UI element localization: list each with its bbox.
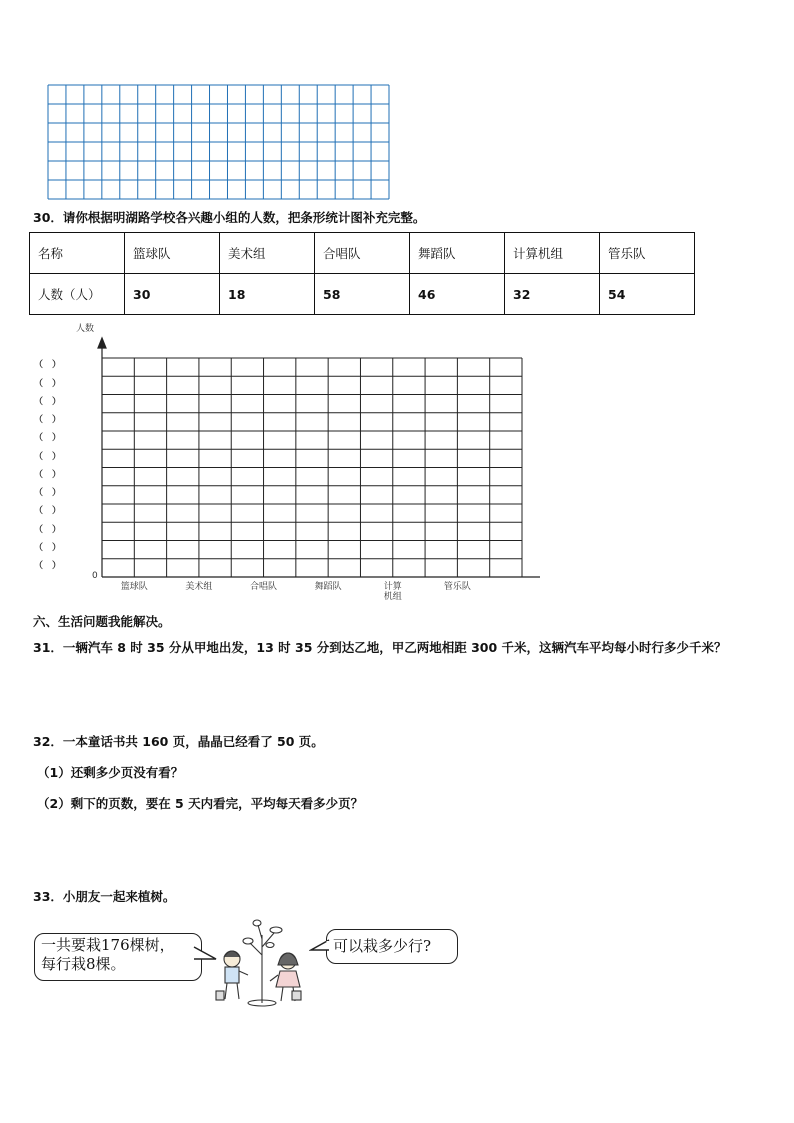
y-axis-label: 人数 (76, 324, 95, 334)
speech-bubble-left (34, 933, 202, 981)
section6-heading: 六、生活问题我能解决。 (33, 614, 171, 629)
x-category-label: 计算 机组 (383, 582, 402, 602)
q30-title: 30．请你根据明湖路学校各兴趣小组的人数，把条形统计图补充完整。 (33, 210, 426, 225)
table-group-cell: 美术组 (220, 233, 315, 274)
y-tick-blank: （ ） (34, 433, 62, 444)
q31-text: 31．一辆汽车 8 时 35 分从甲地出发，13 时 35 分到达乙地，甲乙两地相距 300 千米，这辆汽车平均每小时行多少千米？ (33, 640, 727, 655)
q32-text: 32．一本童话书共 160 页，晶晶已经看了 50 页。 (33, 734, 324, 749)
y-axis-arrow (98, 338, 106, 348)
interest-group-table (29, 232, 695, 315)
q33-text: 33．小朋友一起来植树。 (33, 889, 176, 904)
x-category-label: 合唱队 (250, 582, 278, 592)
speech-bubble-right (326, 929, 458, 964)
table-count-cell: 54 (600, 274, 695, 315)
table-header-cell: 名称 (30, 233, 125, 274)
y-tick-blank: （ ） (34, 488, 62, 499)
table-group-cell: 合唱队 (315, 233, 410, 274)
table-row (30, 274, 695, 315)
x-category-label: 舞蹈队 (314, 582, 342, 592)
answer-grid-top (46, 83, 391, 201)
table-group-cell: 篮球队 (125, 233, 220, 274)
y-tick-blank: （ ） (34, 524, 62, 535)
bubble-left-line2: 每行栽8棵。 (41, 955, 126, 973)
bar-chart (30, 318, 550, 608)
chart-canvas (30, 318, 550, 608)
y-tick-blank: （ ） (34, 378, 62, 389)
y-tick-blank: （ ） (34, 469, 62, 480)
y-tick-blank: （ ） (34, 396, 62, 407)
table-count-cell: 32 (505, 274, 600, 315)
table-group-cell: 计算机组 (505, 233, 600, 274)
y-tick-blank: （ ） (34, 506, 62, 517)
table-row-label: 人数（人） (30, 274, 125, 315)
origin-label: 0 (92, 571, 98, 581)
bubble-right-text: 可以栽多少行? (333, 937, 432, 955)
x-category-label: 管乐队 (443, 582, 471, 592)
y-tick-blank: （ ） (34, 360, 62, 371)
x-category-label: 篮球队 (120, 582, 148, 592)
table-group-cell: 舞蹈队 (410, 233, 505, 274)
y-tick-blank: （ ） (34, 415, 62, 426)
table-count-cell: 58 (315, 274, 410, 315)
children-planting-tree-illustration (208, 915, 312, 1007)
x-category-label: 美术组 (185, 582, 213, 592)
y-tick-blank: （ ） (34, 561, 62, 572)
bubble-right-tail (309, 938, 331, 958)
y-tick-blank: （ ） (34, 451, 62, 462)
table-count-cell: 18 (220, 274, 315, 315)
table-count-cell: 30 (125, 274, 220, 315)
bubble-left-line1: 一共要栽176棵树， (41, 936, 175, 954)
y-tick-blank: （ ） (34, 542, 62, 553)
table-group-cell: 管乐队 (600, 233, 695, 274)
table-count-cell: 46 (410, 274, 505, 315)
q32-sub1: （1）还剩多少页没有看？ (37, 765, 184, 780)
q32-sub2: （2）剩下的页数，要在 5 天内看完，平均每天看多少页？ (37, 796, 364, 811)
table-row (30, 233, 695, 274)
